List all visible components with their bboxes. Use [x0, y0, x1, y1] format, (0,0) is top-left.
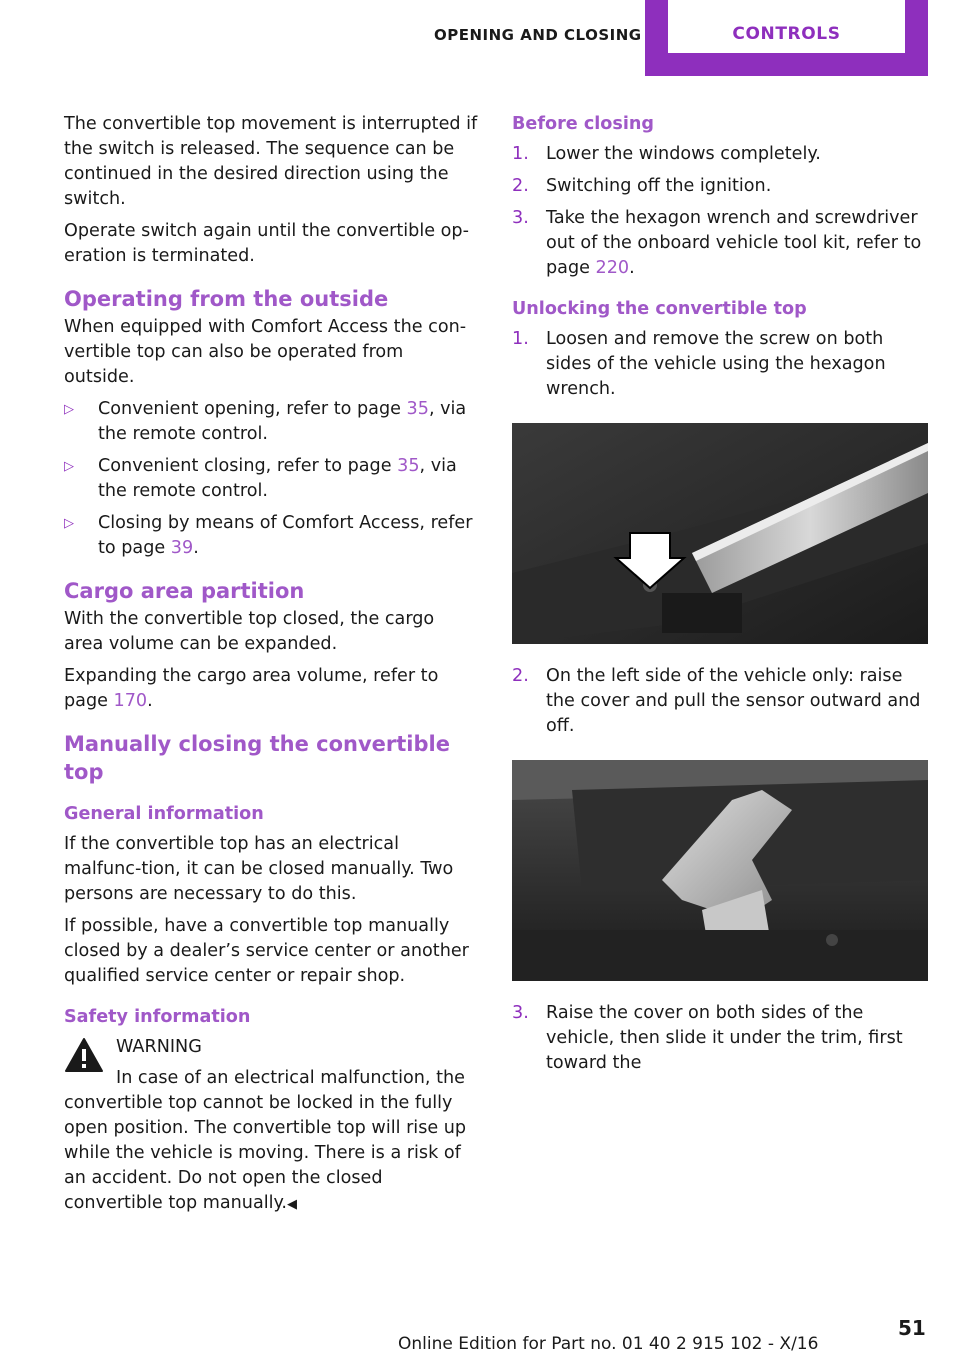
bullet-item: ▷ Closing by means of Comfort Access, refer to page 39. [64, 513, 473, 558]
step-item: 2. Switching off the ignition. [512, 174, 928, 199]
heading-unlocking: Unlocking the convertible top [512, 299, 807, 319]
heading-before-closing: Before closing [512, 114, 654, 134]
heading-operating-outside: Operating from the outside [64, 287, 389, 311]
end-mark-icon: ◀ [287, 1197, 298, 1212]
warning-triangle-icon [64, 1037, 104, 1073]
left-column [64, 112, 478, 1217]
sensor-cover-photo [512, 760, 928, 981]
unlocking-steps [512, 327, 928, 402]
step-number: 2. [512, 666, 529, 686]
heading-cargo-area: Cargo area partition [64, 579, 305, 603]
intro-paragraph-1: The convertible top movement is interrupted if the switch is released. The sequence can be continued in the desired direction using the switch. [64, 114, 478, 209]
warning-title: WARNING [116, 1037, 202, 1057]
bullet-triangle-icon: ▷ [64, 516, 74, 531]
general-paragraph-2: If possible, have a convertible top manually closed by a dealer’s service center or another qualified service center or repair shop. [64, 916, 469, 986]
outside-bullet-list [64, 397, 478, 561]
page-link[interactable]: 35 [397, 456, 420, 476]
before-closing-steps [512, 142, 928, 281]
step-item: 3. Raise the cover on both sides of the vehicle, then slide it under the trim, first toward the [512, 1003, 903, 1073]
heading-safety-information: Safety information [64, 1007, 251, 1027]
outside-paragraph: When equipped with Comfort Access the con‐vertible top can also be operated from outside. [64, 317, 467, 387]
warning-text: In case of an electrical malfunction, the convertible top cannot be locked in the fully open position. The convertible top will rise up while the vehicle is moving. There is a risk of an accident. Do not open the closed convertible top manually.◀ [64, 1068, 467, 1213]
unlocking-steps-continued [512, 664, 928, 739]
bullet-item: ▷ Convenient opening, refer to page 35, via the remote control. [64, 399, 467, 444]
page-link[interactable]: 39 [170, 538, 194, 558]
bullet-triangle-icon: ▷ [64, 459, 74, 474]
page-link[interactable]: 170 [113, 691, 148, 711]
step-number: 1. [512, 329, 529, 349]
step-number: 2. [512, 176, 529, 196]
page-link[interactable]: 220 [595, 258, 630, 278]
heading-manual-closing: Manually closing the convertible top [64, 732, 450, 784]
page-link[interactable]: 35 [406, 399, 429, 419]
step-number: 1. [512, 144, 529, 164]
running-header-section: OPENING AND CLOSING [434, 26, 642, 44]
chapter-title: CONTROLS [732, 24, 841, 44]
step-number: 3. [512, 1003, 529, 1023]
bullet-triangle-icon: ▷ [64, 402, 74, 417]
unlocking-steps-continued-2 [512, 1001, 928, 1076]
step-item: 3. Take the hexagon wrench and screwdriver out of the onboard vehicle tool kit, refer to page 220. [512, 208, 922, 278]
warning-block [64, 1035, 478, 1217]
step-item: 2. On the left side of the vehicle only: raise the cover and pull the sensor outward and off. [512, 666, 921, 736]
step-number: 3. [512, 208, 529, 228]
step-item: 1. Lower the windows completely. [512, 142, 928, 167]
right-column [512, 112, 928, 1083]
step-item: 1. Loosen and remove the screw on both sides of the vehicle using the hexagon wrench. [512, 329, 886, 399]
screw-location-photo [512, 423, 928, 644]
edition-footer: Online Edition for Part no. 01 40 2 915 102 - X/16 [398, 1334, 819, 1354]
intro-paragraph-2: Operate switch again until the convertible op‐eration is terminated. [64, 221, 469, 266]
cargo-paragraph-2: Expanding the cargo area volume, refer to page 170. [64, 666, 439, 711]
page-number: 51 [898, 1316, 926, 1340]
general-paragraph-1: If the convertible top has an electrical malfunc‐tion, it can be closed manually. Two persons are necessary to do this. [64, 834, 454, 904]
heading-general-information: General information [64, 804, 264, 824]
cargo-paragraph-1: With the convertible top closed, the cargo area volume can be expanded. [64, 609, 435, 654]
bullet-item: ▷ Convenient closing, refer to page 35, via the remote control. [64, 456, 457, 501]
